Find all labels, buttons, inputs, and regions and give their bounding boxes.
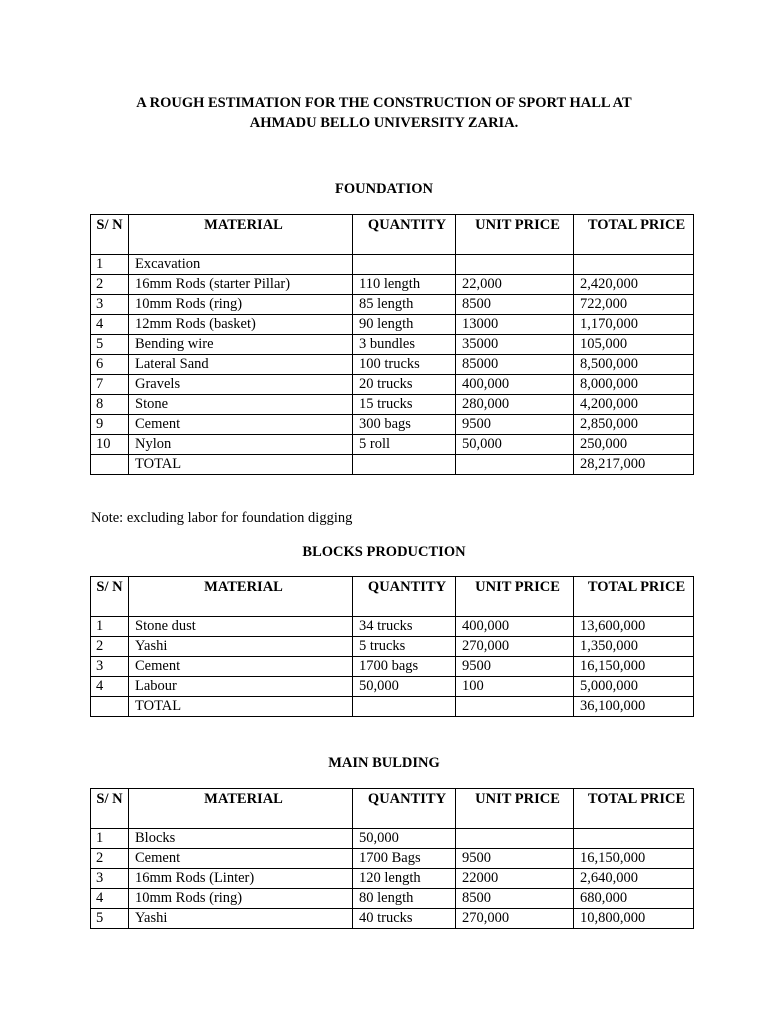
- table-row: [91, 295, 694, 315]
- cell-material: Blocks: [129, 829, 353, 849]
- cell-quantity: 100 trucks: [353, 355, 456, 375]
- cell-material: Yashi: [129, 637, 353, 657]
- cell-material: Lateral Sand: [129, 355, 353, 375]
- cell-sn: 3: [91, 657, 129, 677]
- cell-unit-price: 22000: [456, 869, 574, 889]
- cell-unit-price: 8500: [456, 295, 574, 315]
- cell-sn: 2: [91, 275, 129, 295]
- foundation-table: [90, 214, 694, 475]
- table-header-row: [91, 577, 694, 617]
- cell-total-price: 16,150,000: [574, 657, 694, 677]
- cell-quantity: 1700 bags: [353, 657, 456, 677]
- cell-quantity: 120 length: [353, 869, 456, 889]
- foundation-note: Note: excluding labor for foundation digging: [91, 510, 353, 526]
- header-sn: S/ N: [91, 577, 129, 617]
- header-quantity: QUANTITY: [353, 577, 456, 617]
- table-row: [91, 657, 694, 677]
- cell-quantity: 50,000: [353, 829, 456, 849]
- document-title-line-1: A ROUGH ESTIMATION FOR THE CONSTRUCTION OF SPORT HALL AT: [136, 95, 632, 111]
- cell-unit-price: [456, 829, 574, 849]
- cell-material: Bending wire: [129, 335, 353, 355]
- header-total-price: TOTAL PRICE: [574, 789, 694, 829]
- total-row: [91, 697, 694, 717]
- cell-material: Stone: [129, 395, 353, 415]
- cell-sn: 4: [91, 889, 129, 909]
- table-row: [91, 315, 694, 335]
- cell-material: Nylon: [129, 435, 353, 455]
- cell-unit-price: 280,000: [456, 395, 574, 415]
- cell-sn: 6: [91, 355, 129, 375]
- cell-unit-price: [456, 255, 574, 275]
- cell-sn: 1: [91, 617, 129, 637]
- cell-material: Excavation: [129, 255, 353, 275]
- cell-unit-price: [456, 697, 574, 717]
- header-total-price: TOTAL PRICE: [574, 577, 694, 617]
- cell-material: TOTAL: [129, 455, 353, 475]
- cell-total-price: 105,000: [574, 335, 694, 355]
- cell-material: 16mm Rods (Linter): [129, 869, 353, 889]
- header-sn: S/ N: [91, 215, 129, 255]
- table-row: [91, 829, 694, 849]
- cell-total-price: 5,000,000: [574, 677, 694, 697]
- cell-material: Stone dust: [129, 617, 353, 637]
- cell-unit-price: 13000: [456, 315, 574, 335]
- cell-sn: 3: [91, 869, 129, 889]
- cell-sn: 4: [91, 677, 129, 697]
- header-unit-price: UNIT PRICE: [456, 577, 574, 617]
- cell-sn: 5: [91, 909, 129, 929]
- cell-unit-price: 85000: [456, 355, 574, 375]
- cell-sn: 1: [91, 255, 129, 275]
- blocks-table: [90, 576, 694, 717]
- cell-material: Cement: [129, 415, 353, 435]
- cell-total-price: 1,170,000: [574, 315, 694, 335]
- table-row: [91, 435, 694, 455]
- table-header-row: [91, 789, 694, 829]
- cell-sn: 2: [91, 637, 129, 657]
- cell-total-price: 16,150,000: [574, 849, 694, 869]
- blocks-heading: BLOCKS PRODUCTION: [302, 544, 466, 560]
- table-row: [91, 637, 694, 657]
- cell-unit-price: 270,000: [456, 909, 574, 929]
- cell-material: Labour: [129, 677, 353, 697]
- cell-material: TOTAL: [129, 697, 353, 717]
- cell-unit-price: 9500: [456, 415, 574, 435]
- cell-sn: 4: [91, 315, 129, 335]
- cell-total-price: 722,000: [574, 295, 694, 315]
- table-row: [91, 909, 694, 929]
- cell-total-price: 8,000,000: [574, 375, 694, 395]
- header-material: MATERIAL: [129, 215, 353, 255]
- cell-total-price: 10,800,000: [574, 909, 694, 929]
- cell-total-price: 2,850,000: [574, 415, 694, 435]
- cell-unit-price: 22,000: [456, 275, 574, 295]
- cell-sn: 10: [91, 435, 129, 455]
- cell-total-price: 28,217,000: [574, 455, 694, 475]
- table-row: [91, 335, 694, 355]
- cell-quantity: 80 length: [353, 889, 456, 909]
- table-row: [91, 355, 694, 375]
- cell-unit-price: 8500: [456, 889, 574, 909]
- cell-material: 16mm Rods (starter Pillar): [129, 275, 353, 295]
- cell-material: Cement: [129, 657, 353, 677]
- header-quantity: QUANTITY: [353, 789, 456, 829]
- cell-total-price: 4,200,000: [574, 395, 694, 415]
- cell-quantity: 15 trucks: [353, 395, 456, 415]
- cell-unit-price: 100: [456, 677, 574, 697]
- header-unit-price: UNIT PRICE: [456, 215, 574, 255]
- cell-sn: 3: [91, 295, 129, 315]
- cell-sn: 7: [91, 375, 129, 395]
- cell-total-price: 680,000: [574, 889, 694, 909]
- cell-sn: 1: [91, 829, 129, 849]
- foundation-heading: FOUNDATION: [334, 181, 433, 197]
- main-building-table: [90, 788, 694, 929]
- cell-material: Cement: [129, 849, 353, 869]
- cell-unit-price: 400,000: [456, 375, 574, 395]
- document-title-line-2: AHMADU BELLO UNIVERSITY ZARIA.: [249, 115, 519, 131]
- table-row: [91, 677, 694, 697]
- cell-unit-price: 270,000: [456, 637, 574, 657]
- table-row: [91, 889, 694, 909]
- cell-total-price: 8,500,000: [574, 355, 694, 375]
- cell-material: Gravels: [129, 375, 353, 395]
- header-unit-price: UNIT PRICE: [456, 789, 574, 829]
- cell-unit-price: 35000: [456, 335, 574, 355]
- cell-material: 10mm Rods (ring): [129, 889, 353, 909]
- table-row: [91, 395, 694, 415]
- cell-total-price: 13,600,000: [574, 617, 694, 637]
- table-row: [91, 849, 694, 869]
- cell-sn: 9: [91, 415, 129, 435]
- cell-unit-price: [456, 455, 574, 475]
- cell-total-price: 1,350,000: [574, 637, 694, 657]
- cell-total-price: 250,000: [574, 435, 694, 455]
- table-row: [91, 617, 694, 637]
- cell-quantity: 5 trucks: [353, 637, 456, 657]
- cell-unit-price: 400,000: [456, 617, 574, 637]
- header-total-price: TOTAL PRICE: [574, 215, 694, 255]
- cell-quantity: [353, 255, 456, 275]
- cell-sn: [91, 697, 129, 717]
- cell-quantity: 50,000: [353, 677, 456, 697]
- cell-quantity: 3 bundles: [353, 335, 456, 355]
- cell-quantity: 110 length: [353, 275, 456, 295]
- table-row: [91, 415, 694, 435]
- cell-total-price: 2,640,000: [574, 869, 694, 889]
- cell-total-price: [574, 829, 694, 849]
- cell-unit-price: 9500: [456, 849, 574, 869]
- cell-quantity: 5 roll: [353, 435, 456, 455]
- cell-sn: 8: [91, 395, 129, 415]
- cell-quantity: 20 trucks: [353, 375, 456, 395]
- cell-sn: 2: [91, 849, 129, 869]
- cell-total-price: 2,420,000: [574, 275, 694, 295]
- total-row: [91, 455, 694, 475]
- cell-quantity: 90 length: [353, 315, 456, 335]
- main-building-heading: MAIN BULDING: [328, 755, 440, 771]
- cell-total-price: 36,100,000: [574, 697, 694, 717]
- cell-unit-price: 50,000: [456, 435, 574, 455]
- cell-quantity: [353, 697, 456, 717]
- cell-quantity: [353, 455, 456, 475]
- cell-quantity: 85 length: [353, 295, 456, 315]
- cell-sn: [91, 455, 129, 475]
- cell-quantity: 34 trucks: [353, 617, 456, 637]
- cell-quantity: 1700 Bags: [353, 849, 456, 869]
- header-material: MATERIAL: [129, 789, 353, 829]
- header-quantity: QUANTITY: [353, 215, 456, 255]
- table-row: [91, 255, 694, 275]
- cell-unit-price: 9500: [456, 657, 574, 677]
- header-material: MATERIAL: [129, 577, 353, 617]
- cell-sn: 5: [91, 335, 129, 355]
- header-sn: S/ N: [91, 789, 129, 829]
- cell-material: 10mm Rods (ring): [129, 295, 353, 315]
- cell-quantity: 300 bags: [353, 415, 456, 435]
- table-row: [91, 275, 694, 295]
- cell-material: 12mm Rods (basket): [129, 315, 353, 335]
- table-row: [91, 375, 694, 395]
- cell-material: Yashi: [129, 909, 353, 929]
- table-row: [91, 869, 694, 889]
- table-header-row: [91, 215, 694, 255]
- cell-total-price: [574, 255, 694, 275]
- cell-quantity: 40 trucks: [353, 909, 456, 929]
